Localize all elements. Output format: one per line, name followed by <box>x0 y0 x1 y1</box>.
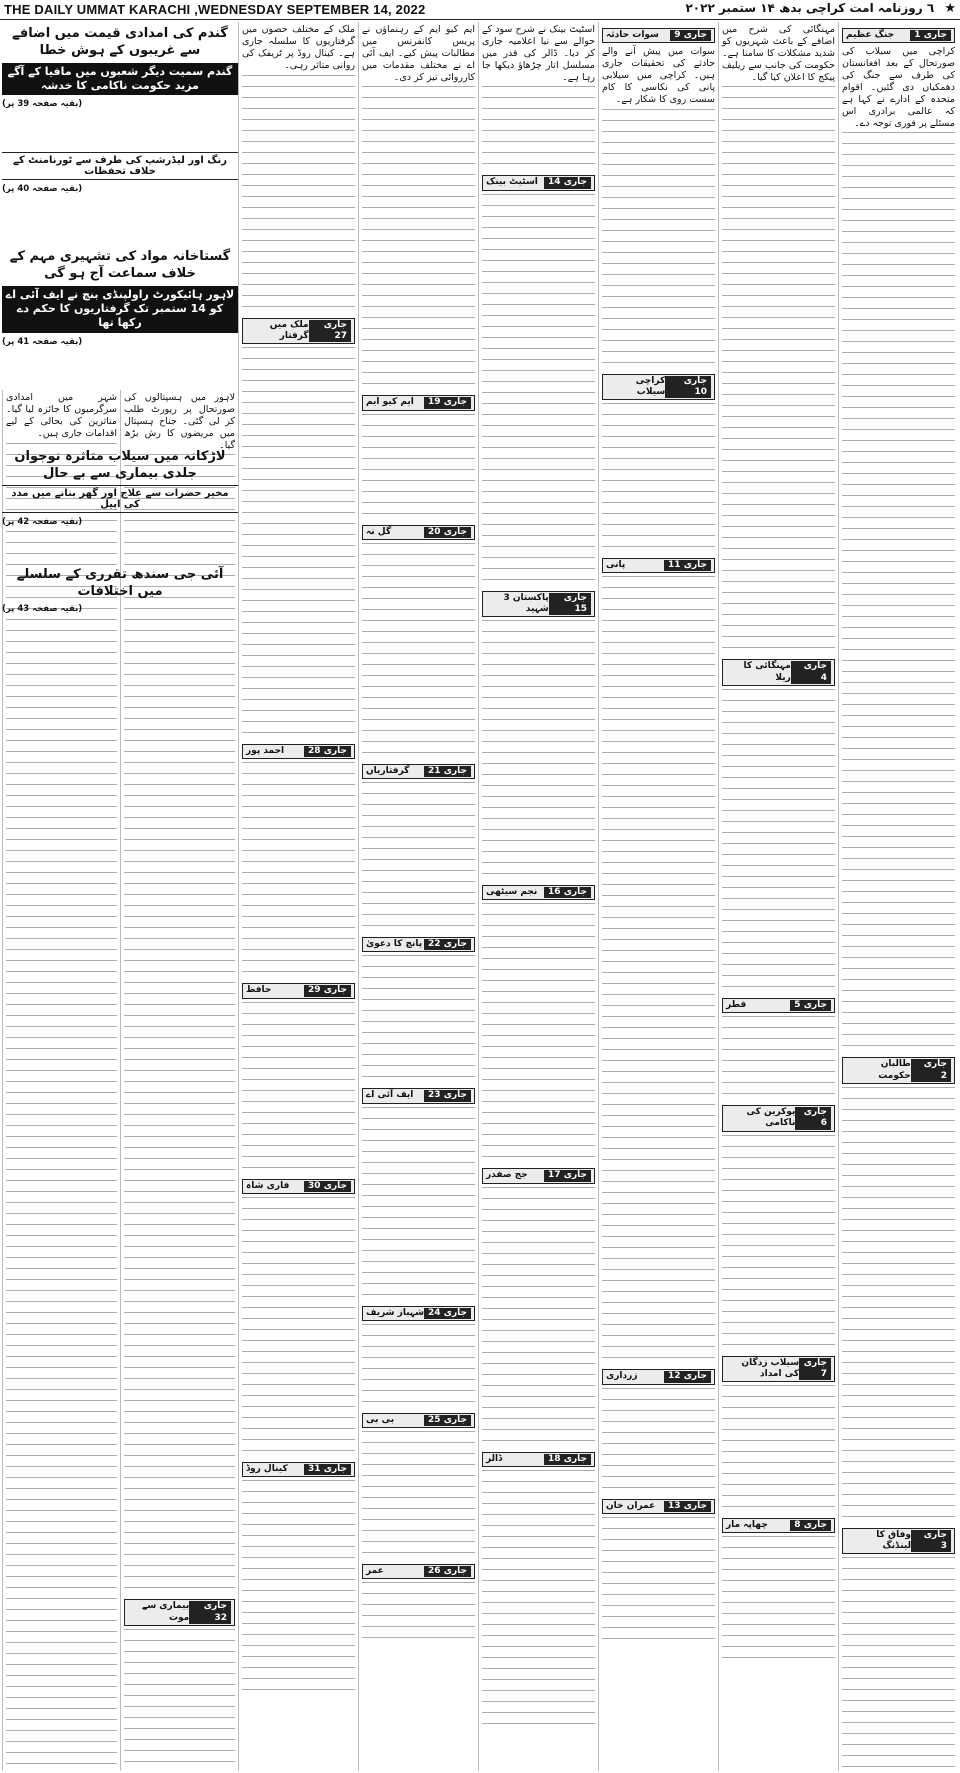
headline: گستاخانہ مواد کی تشہیری مہم کے خلاف سماعت آج ہو گی <box>9 249 231 281</box>
continuation-label: جاری 12 زرداری <box>602 1369 715 1384</box>
continuation-label: جاری 8 چھاپہ مار <box>722 1518 835 1533</box>
continuation-label: جاری 6 یوکرین کی ناکامی <box>722 1105 835 1132</box>
english-masthead: THE DAILY UMMAT KARACHI ,WEDNESDAY SEPTEMBER 14, 2022 <box>4 2 426 17</box>
headline-block-2 <box>2 245 238 351</box>
continuation-label: جاری 10 کراچی سیلاب <box>602 374 715 401</box>
continuation-label: جاری 27 ملک میں گرفتار <box>242 318 355 345</box>
continuation-label: جاری 17 جج صفدر <box>482 1168 595 1183</box>
continuation-label: جاری 5 قطر <box>722 998 835 1013</box>
headline-block-3 <box>2 445 238 531</box>
urdu-masthead <box>685 1 956 16</box>
continuation-label: جاری 19 ایم کیو ایم <box>362 395 475 410</box>
article-text: ایم کیو ایم کے رہنماؤں نے پریس کانفرنس میں مطالبات پیش کیے۔ ایف آئی اے نے مختلف مقدمات میں کارروائی تیز کر دی۔ <box>362 24 475 83</box>
subheadline: مخیر حضرات سے علاج اور گھر بنانے میں مدد کی اپیل <box>2 485 238 513</box>
column-6 <box>238 22 358 1771</box>
continuation-label: جاری 28 احمد پور <box>242 744 355 759</box>
column-1 <box>838 22 958 1771</box>
continuation-label: جاری 29 حافظ <box>242 983 355 998</box>
continuation-label: جاری 1 جنگ عظیم <box>842 28 955 43</box>
column-2 <box>718 22 838 1771</box>
article-text: لاہور میں ہسپتالوں کی صورتحال پر رپورٹ طلب کر لی گئی۔ جناح ہسپتال میں مریضوں کا رش بڑھ گیا۔ <box>124 392 235 451</box>
continuation-label: جاری 26 عمر <box>362 1564 475 1579</box>
article-text: ملک کے مختلف حصوں میں گرفتاریوں کا سلسلہ جاری ہے۔ کینال روڈ پر ٹریفک کی روانی متاثر رہی۔ <box>242 24 355 71</box>
continuation-label: جاری 16 نجم سیٹھی <box>482 885 595 900</box>
article-text: شہر میں امدادی سرگرمیوں کا جائزہ لیا گیا۔ متاثرین کی بحالی کے لیے اقدامات جاری ہیں۔ <box>6 392 117 439</box>
column-3 <box>598 22 718 1771</box>
headline-block-4 <box>2 563 238 618</box>
headline: آئی جی سندھ تقرری کے سلسلے میں اختلافات <box>16 567 224 599</box>
continuation-label: جاری 18 ڈالر <box>482 1452 595 1467</box>
continuation-label: جاری 31 کینال روڈ <box>242 1462 355 1477</box>
continuation-label: جاری 22 پانچ کا دعویٰ <box>362 937 475 952</box>
continuation-label: جاری 13 عمران خان <box>602 1499 715 1514</box>
continuation-label: جاری 30 قاری شاہ <box>242 1179 355 1194</box>
column-4 <box>478 22 598 1771</box>
column-5 <box>358 22 478 1771</box>
continuation-label: جاری 14 اسٹیٹ بینک <box>482 175 595 190</box>
continuation-label: جاری 25 بی بی <box>362 1413 475 1428</box>
continuation-label: جاری 23 ایف آئی اے <box>362 1088 475 1103</box>
headline: لاڑکانہ میں سیلاب متاثرہ نوجوان جلدی بیماری سے بے حال <box>14 449 226 481</box>
article-text: مہنگائی کی شرح میں اضافے کے باعث شہریوں کو شدید مشکلات کا سامنا ہے۔ حکومت کی جانب سے ریلیف پیکج کا اعلان کیا گیا۔ <box>722 24 835 83</box>
urdu-title: روزنامہ امت کراچی بدھ ۱۴ ستمبر ۲۰۲۲ <box>685 1 923 15</box>
headline: رنگ اور لیڈرشپ کی طرف سے ٹورنامنٹ کے خلاف تحفظات <box>2 152 238 180</box>
continuation-label: جاری 2 طالبان حکومت <box>842 1057 955 1084</box>
continuation-tag: (بقیہ صفحہ 42 پر) <box>2 516 83 527</box>
continuation-label: جاری 9 سوات حادثہ <box>602 28 715 43</box>
headline-block-5 <box>2 150 238 198</box>
continuation-label: جاری 32 بیماری سے موت <box>124 1599 235 1626</box>
page-number-mark: ٦ <box>926 1 935 15</box>
headline: گندم کی امدادی قیمت میں اضافے سے غریبوں کے ہوش خطا <box>12 26 228 58</box>
article-text: سوات میں پیش آنے والے حادثے کی تحقیقات جاری ہیں۔ کراچی میں سیلابی پانی کی نکاسی کا کام سست روی کا شکار ہے۔ <box>602 46 715 105</box>
headline-block-1 <box>2 22 238 113</box>
continuation-label: جاری 20 گل نہ <box>362 525 475 540</box>
continuation-tag: (بقیہ صفحہ 43 پر) <box>2 603 83 614</box>
continuation-label: جاری 21 گرفتاریاں <box>362 764 475 779</box>
continuation-label: جاری 4 مہنگائی کا ریلا <box>722 659 835 686</box>
star-icon: ★ <box>944 1 956 16</box>
continuation-label: جاری 7 سیلاب زدگان کی امداد <box>722 1356 835 1383</box>
continuation-label: جاری 11 پانی <box>602 558 715 573</box>
continuation-label: جاری 3 وفاق کا لینڈنگ <box>842 1528 955 1555</box>
continuation-tag: (بقیہ صفحہ 41 پر) <box>2 336 83 347</box>
continuation-label: جاری 24 شہباز شریف <box>362 1306 475 1321</box>
article-text: کراچی میں سیلاب کی صورتحال کے بعد افغانستان کی طرف سے جنگ کی دھمکیاں دی گئیں۔ اقوام متحدہ کے ادارے نے کہا ہے کہ عالمی برادری اس مسئلے پر فوری توجہ دے۔ <box>842 46 955 129</box>
continuation-label: جاری 15 پاکستان 3 شہید <box>482 591 595 618</box>
continuation-tag: (بقیہ صفحہ 39 پر) <box>2 99 83 110</box>
subheadline: لاہور ہائیکورٹ راولپنڈی بنچ نے ایف آئی اے کو 14 ستمبر تک گرفتاریوں کا حکم دے رکھا تھا <box>2 286 238 333</box>
article-text: اسٹیٹ بینک نے شرح سود کے حوالے سے نیا اعلامیہ جاری کر دیا۔ ڈالر کی قدر میں مسلسل اتار چڑھاؤ دیکھا جا رہا ہے۔ <box>482 24 595 83</box>
masthead-strip <box>0 0 960 20</box>
subheadline: گندم سمیت دیگر شعبوں میں مافیا کے آگے مزید حکومت ناکامی کا خدشہ <box>2 63 238 96</box>
continuation-tag: (بقیہ صفحہ 40 پر) <box>2 184 83 194</box>
